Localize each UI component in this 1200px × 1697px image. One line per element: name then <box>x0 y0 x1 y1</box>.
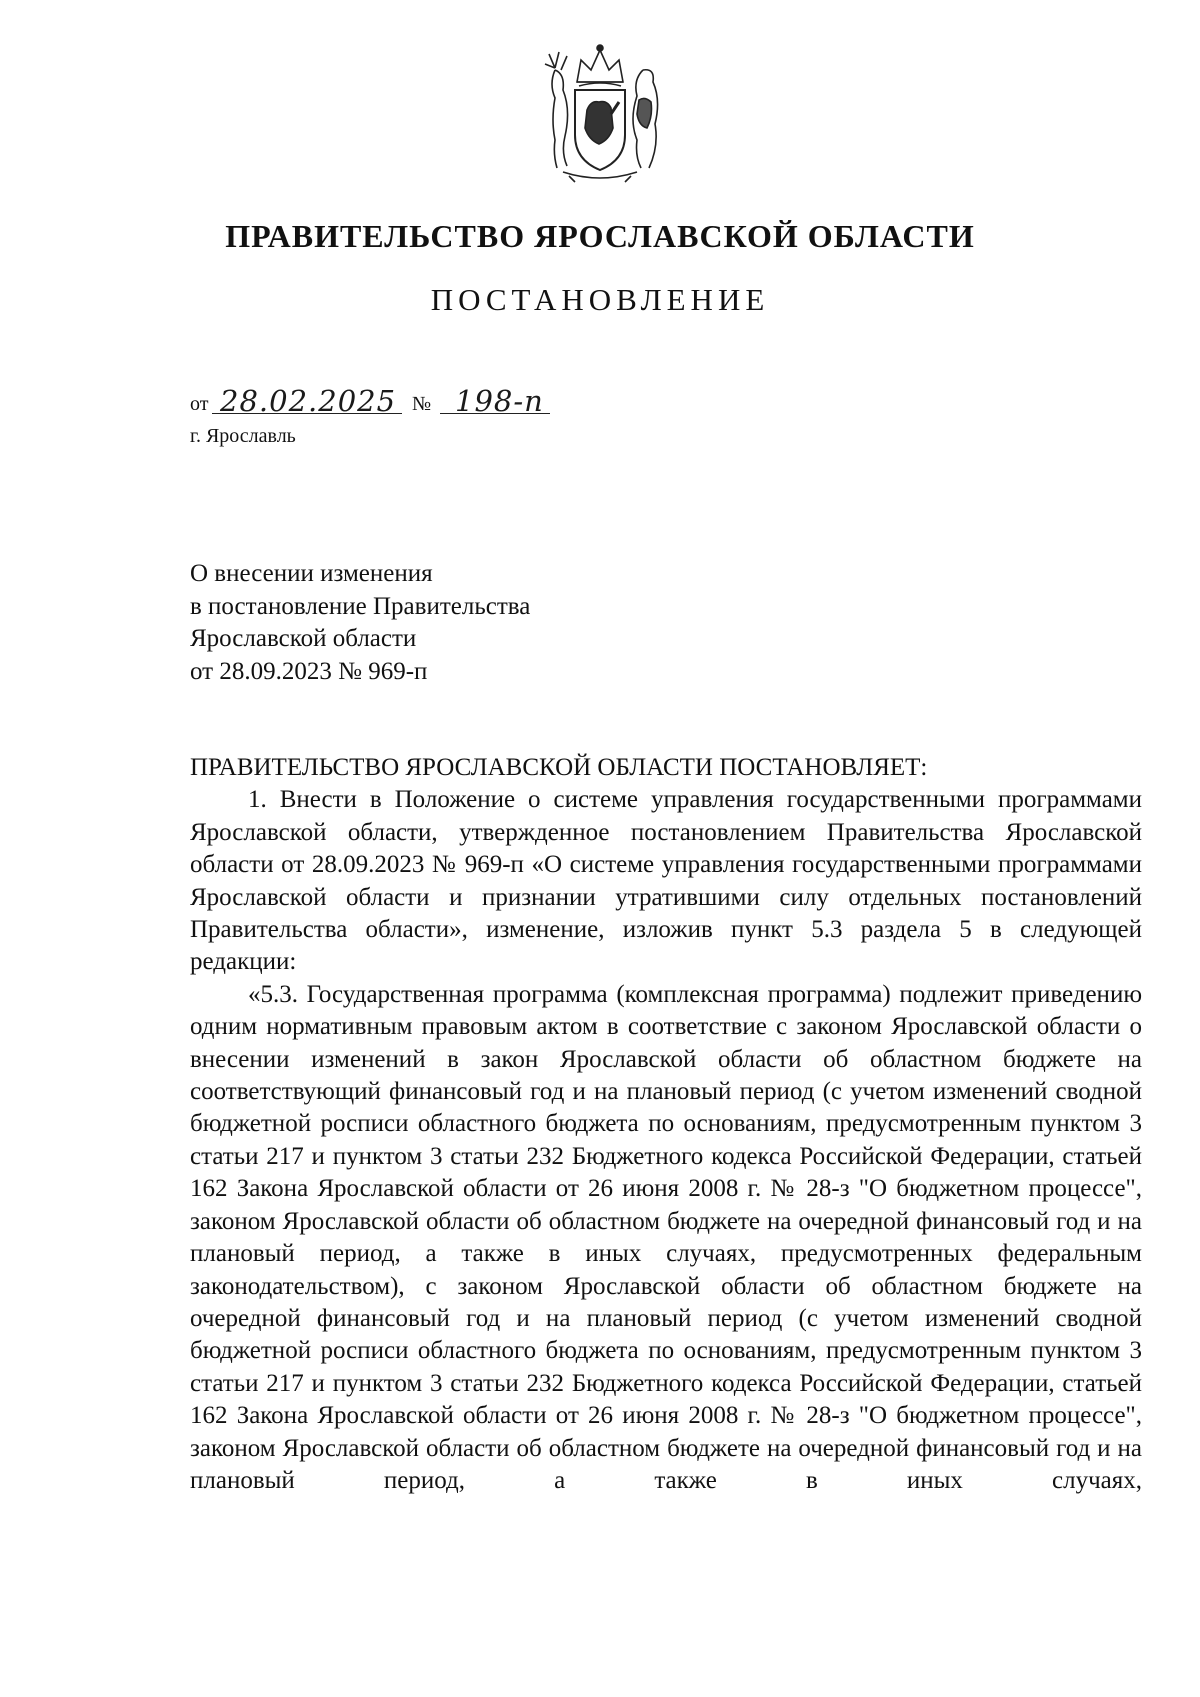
handwritten-number: 198-п <box>455 384 544 418</box>
number-label: № <box>412 393 432 415</box>
city: г. Ярославль <box>190 425 296 447</box>
date-label: от <box>190 393 209 415</box>
decree-heading: ПРАВИТЕЛЬСТВО ЯРОСЛАВСКОЙ ОБЛАСТИ ПОСТАНОВЛЯЕТ: <box>190 754 928 781</box>
subject-line: от 28.09.2023 № 969-п <box>190 657 428 685</box>
subject-line: Ярославской области <box>190 625 417 652</box>
paragraph-item-1: 1. Внести в Положение о системе управления государственными программами Ярославской области, утвержденное постановлением Правительства Ярославской области от 28.09.2023 № 969-п «О системе управления государственными программами Ярославской области и признании утратившими силу отдельных постановлений Правительства области», изменение, изложив пункт 5.3 раздела 5 в следующей редакции: <box>190 786 1142 976</box>
subject-line: в постановление Правительства <box>190 592 531 620</box>
handwritten-date: 28.02.2025 <box>220 384 397 418</box>
document-subject <box>190 558 530 688</box>
paragraph-item-1-quote: «5.3. Государственная программа (комплексная программа) подлежит приведению одним нормативным правовым актом в соответствие с законом Ярославской области о внесении изменений в закон Ярославской области об областном бюджете на соответствующий финансовый год и на плановый период (с учетом изменений сводной бюджетной росписи областного бюджета по основаниям, предусмотренным пунктом 3 статьи 217 и пунктом 3 статьи 232 Бюджетного кодекса Российской Федерации, статьей 162 Закона Ярославской области от 26 июня 2008 г. № 28-з "О бюджетном процессе", законом Ярославской области об областном бюджете на очередной финансовый год и на плановый период, а также в иных случаях, предусмотренных федеральным законодательством), с законом Ярославской области об областном бюджете на очередной финансовый год и на плановый период (с учетом изменений сводной бюджетной росписи областного бюджета по основаниям, предусмотренным пунктом 3 статьи 217 и пунктом 3 статьи 232 Бюджетного кодекса Российской Федерации, статьей 162 Закона Ярославской области от 26 июня 2008 г. № 28-з "О бюджетном процессе", законом Ярославской области об областном бюджете на очередной финансовый год и на плановый период, а также в иных случаях, <box>190 980 1142 1494</box>
yaroslavl-coat-of-arms-icon <box>525 40 675 190</box>
subject-line: О внесении изменения <box>190 560 433 587</box>
document-body <box>190 752 1142 1497</box>
government-title: ПРАВИТЕЛЬСТВО ЯРОСЛАВСКОЙ ОБЛАСТИ <box>225 218 975 254</box>
document-type-title: ПОСТАНОВЛЕНИЕ <box>430 282 770 317</box>
date-number-line <box>190 384 690 424</box>
